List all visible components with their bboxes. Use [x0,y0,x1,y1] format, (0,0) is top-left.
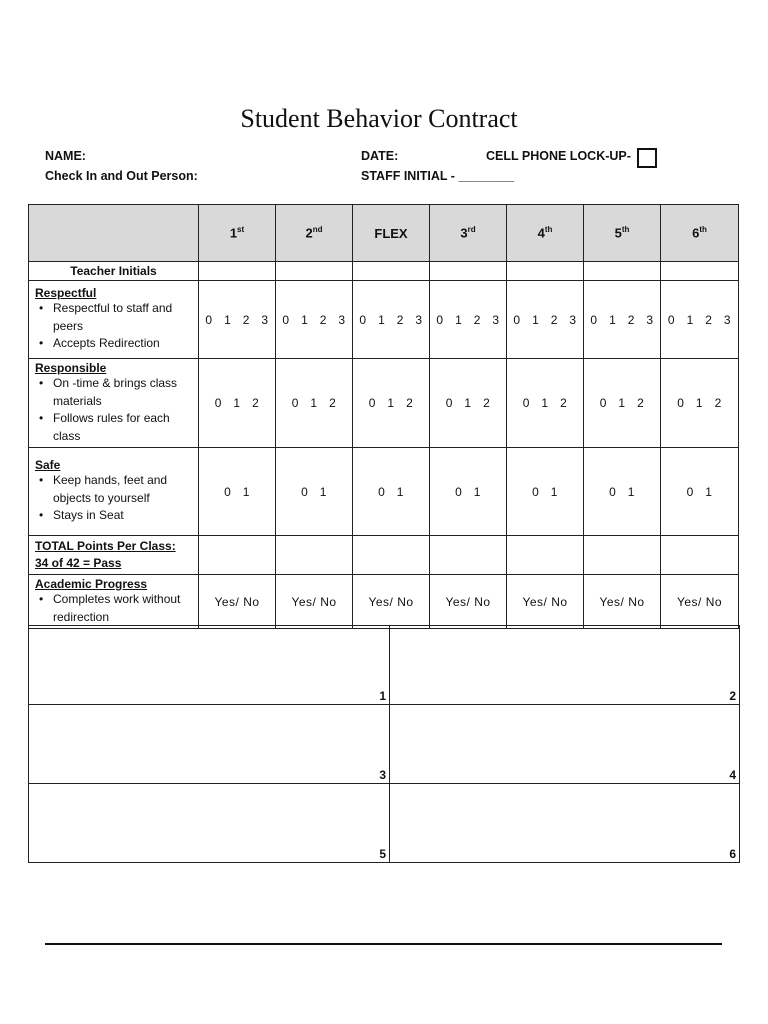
respectful-category [29,281,199,359]
initials-cell[interactable] [276,262,353,281]
teacher-initials-row [29,262,739,281]
initials-cell[interactable] [661,262,739,281]
period-header: 6th [661,205,739,262]
score-scale[interactable]: 0 1 2 3 [430,281,507,359]
box-number: 1 [379,689,386,703]
initials-cell[interactable] [353,262,430,281]
score-scale[interactable]: 0 1 2 3 [353,281,430,359]
total-cell[interactable] [199,536,276,575]
total-cell[interactable] [276,536,353,575]
notes-grid [28,625,740,863]
category-item: • Stays in Seat [53,507,192,525]
score-scale[interactable]: 0 1 [353,448,430,536]
yes-no-option[interactable]: Yes/ No [199,575,276,629]
responsible-category [29,359,199,448]
note-box[interactable] [29,705,390,784]
period-header: 3rd [430,205,507,262]
score-scale[interactable]: 0 1 [507,448,584,536]
period-header: FLEX [353,205,430,262]
score-scale[interactable]: 0 1 2 3 [507,281,584,359]
box-number: 3 [379,768,386,782]
period-header: 1st [199,205,276,262]
score-scale[interactable]: 0 1 [661,448,739,536]
score-scale[interactable]: 0 1 2 [507,359,584,448]
category-item: • Respectful to staff and peers [53,300,192,335]
staff-initial-label: STAFF INITIAL - ________ [361,169,515,183]
total-cell[interactable] [353,536,430,575]
period-header-row [29,205,739,262]
box-number: 2 [729,689,736,703]
period-header: 2nd [276,205,353,262]
score-scale[interactable]: 0 1 2 [430,359,507,448]
score-scale[interactable]: 0 1 2 3 [661,281,739,359]
box-number: 6 [729,847,736,861]
period-header: 4th [507,205,584,262]
total-cell[interactable] [507,536,584,575]
yes-no-option[interactable]: Yes/ No [430,575,507,629]
total-line1: TOTAL Points Per Class: [35,539,176,553]
total-cell[interactable] [661,536,739,575]
period-header: 5th [584,205,661,262]
footer-divider [45,943,722,945]
total-row [29,536,739,575]
yes-no-option[interactable]: Yes/ No [661,575,739,629]
score-scale[interactable]: 0 1 2 3 [584,281,661,359]
responsible-row [29,359,739,448]
category-item: • Follows rules for each class [53,410,192,445]
category-title: Academic Progress [35,577,148,591]
score-scale[interactable]: 0 1 2 3 [276,281,353,359]
initials-cell[interactable] [584,262,661,281]
total-line2: 34 of 42 = Pass [35,556,122,570]
initials-cell[interactable] [430,262,507,281]
total-cell[interactable] [430,536,507,575]
score-scale[interactable]: 0 1 2 [199,359,276,448]
cell-phone-lockup-checkbox[interactable] [637,148,657,168]
box-number: 4 [729,768,736,782]
yes-no-option[interactable]: Yes/ No [584,575,661,629]
category-item: • On -time & brings class materials [53,375,192,410]
checkin-person-label: Check In and Out Person: [45,169,198,183]
score-scale[interactable]: 0 1 2 3 [199,281,276,359]
date-label: DATE: [361,149,399,163]
page-title: Student Behavior Contract [240,104,518,133]
safe-row [29,448,739,536]
category-title: Responsible [35,361,107,375]
score-scale[interactable]: 0 1 2 [276,359,353,448]
corner-cell [29,205,199,262]
behavior-table [28,204,739,629]
score-scale[interactable]: 0 1 [276,448,353,536]
total-cell[interactable] [584,536,661,575]
initials-cell[interactable] [507,262,584,281]
note-box[interactable] [29,784,390,863]
respectful-row [29,281,739,359]
score-scale[interactable]: 0 1 [584,448,661,536]
note-box[interactable] [29,626,390,705]
score-scale[interactable]: 0 1 2 [353,359,430,448]
initials-cell[interactable] [199,262,276,281]
category-item: • Completes work without redirection [53,591,192,626]
box-number: 5 [379,847,386,861]
score-scale[interactable]: 0 1 2 [661,359,739,448]
category-item: • Accepts Redirection [53,335,192,353]
yes-no-option[interactable]: Yes/ No [507,575,584,629]
note-box[interactable] [390,784,740,863]
category-title: Respectful [35,286,97,301]
academic-row [29,575,739,629]
category-title: Safe [35,458,61,473]
category-item: • Keep hands, feet and objects to yourself [53,472,192,507]
academic-category [29,575,199,629]
teacher-initials-label: Teacher Initials [29,262,199,281]
yes-no-option[interactable]: Yes/ No [353,575,430,629]
yes-no-option[interactable]: Yes/ No [276,575,353,629]
name-label: NAME: [45,149,86,163]
score-scale[interactable]: 0 1 [199,448,276,536]
score-scale[interactable]: 0 1 2 [584,359,661,448]
cell-phone-lockup-label: CELL PHONE LOCK-UP- [486,149,631,163]
score-scale[interactable]: 0 1 [430,448,507,536]
note-box[interactable] [390,705,740,784]
safe-category [29,448,199,536]
total-points-label [29,536,199,575]
note-box[interactable] [390,626,740,705]
